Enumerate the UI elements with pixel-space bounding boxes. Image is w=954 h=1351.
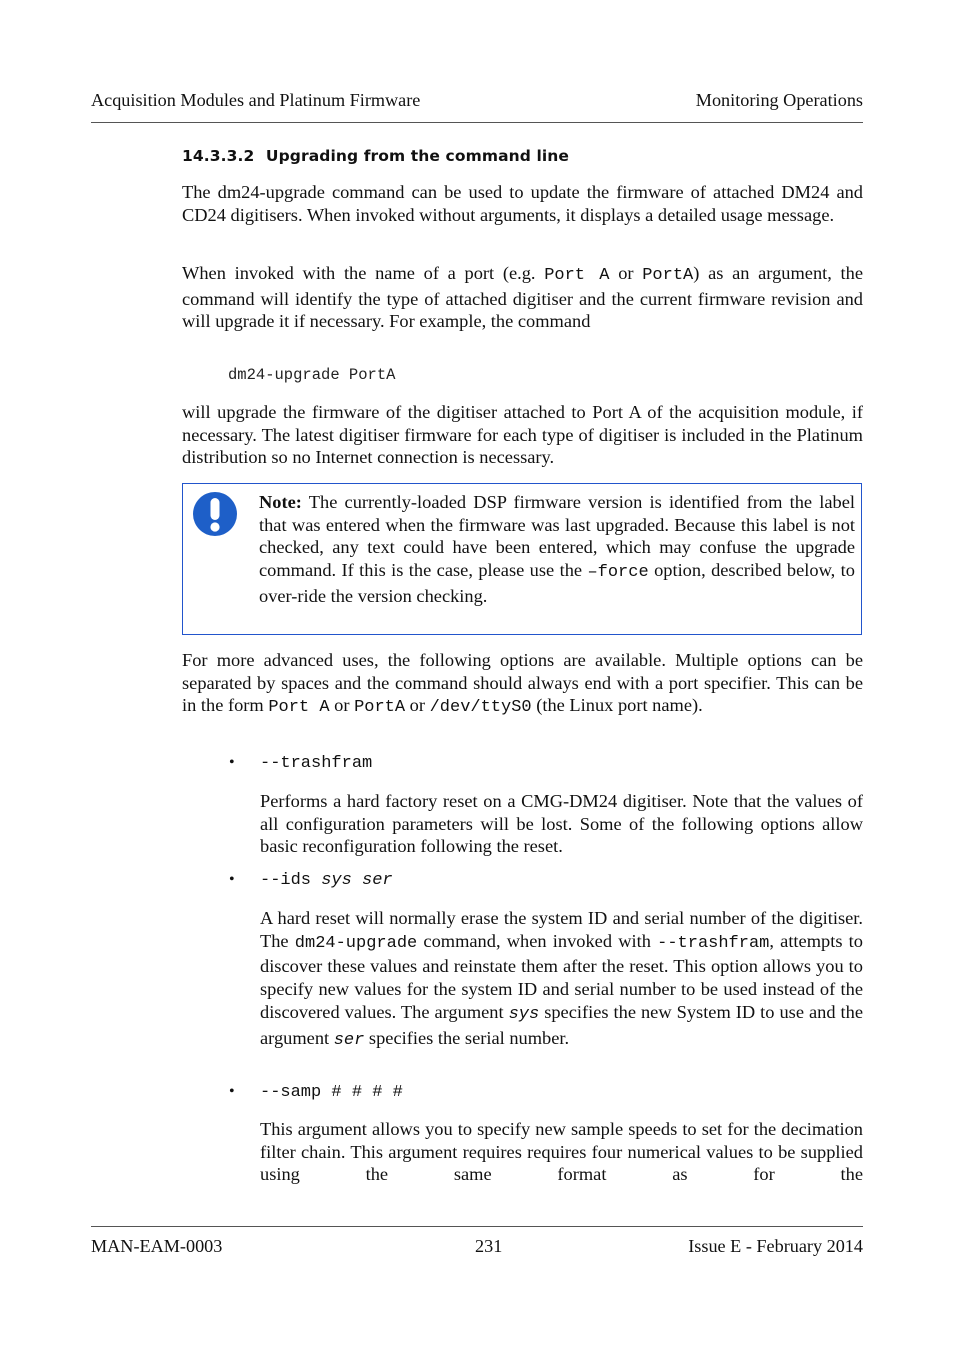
bullet: • bbox=[229, 871, 235, 888]
header-left: Acquisition Modules and Platinum Firmware bbox=[91, 90, 421, 110]
section-heading bbox=[182, 147, 569, 165]
code-porta: PortA bbox=[642, 266, 694, 285]
text: command, when invoked with bbox=[417, 930, 658, 951]
code-dm24-upgrade: dm24-upgrade bbox=[294, 933, 418, 953]
footer-rule bbox=[91, 1226, 863, 1227]
paragraph-advanced-options bbox=[182, 649, 863, 720]
code-example: dm24-upgrade PortA bbox=[228, 366, 396, 384]
option-trashfram: --trashfram bbox=[260, 754, 373, 773]
text: When invoked with the name of a port (e.g. bbox=[182, 263, 545, 283]
header-right: Monitoring Operations bbox=[695, 90, 863, 110]
text: A hard reset will normally erase the system ID and serial number of the digitiser. The bbox=[260, 908, 863, 951]
paragraph-port-usage bbox=[182, 262, 863, 333]
option-ids-name: --ids bbox=[260, 871, 312, 890]
footer-document-id: MAN-EAM-0003 bbox=[91, 1236, 223, 1256]
option-ids-description bbox=[260, 907, 863, 1052]
bullet: • bbox=[229, 1083, 235, 1100]
text: (the Linux port name). bbox=[531, 695, 703, 716]
code-force: –force bbox=[587, 563, 649, 583]
text: The currently-loaded DSP firmware version is identified from the label that was entered when the firmware was last upgraded. Because this label is not checked, any text could have been entered, which may confuse the upgrade command. If this is the case, please use the bbox=[259, 492, 855, 581]
option-samp: --samp # # # # bbox=[260, 1083, 403, 1102]
note-text bbox=[259, 491, 855, 608]
code-sys: sys bbox=[508, 1004, 540, 1024]
option-trashfram-description: Performs a hard factory reset on a CMG-DM24 digitiser. Note that the values of all configuration parameters will be lost. Some of the following options allow basic reconfiguration following the reset. bbox=[260, 791, 863, 857]
paragraph-intro: The dm24-upgrade command can be used to update the firmware of attached DM24 and CD24 digitisers. When invoked without arguments, it displays a detailed usage message. bbox=[182, 182, 863, 225]
text: , attempts to discover these values and reinstate them after the reset. This option allows you to specify new values for the system ID and serial number to be used instead of the discovered values. The argument bbox=[260, 930, 863, 1022]
text: ) as an argument, the command will identify the type of attached digitiser and the current firmware revision and will upgrade it if necessary. For example, the command bbox=[182, 263, 864, 332]
code-ser: ser bbox=[333, 1030, 365, 1050]
text: specifies the serial number. bbox=[364, 1027, 570, 1048]
text: or bbox=[405, 695, 430, 716]
text: specifies the new System ID to use and the argument bbox=[260, 1001, 863, 1048]
option-samp-description: This argument allows you to specify new sample speeds to set for the decimation filter chain. This argument requires requires four numerical values to be supplied using the same format as for the bbox=[260, 1119, 863, 1185]
section-title: Upgrading from the command line bbox=[265, 147, 570, 165]
text: or bbox=[329, 695, 355, 716]
code-port-a: Port A bbox=[268, 698, 330, 718]
option-ids bbox=[260, 871, 393, 890]
footer-issue: Issue E - February 2014 bbox=[688, 1236, 863, 1256]
exclamation-icon bbox=[192, 491, 238, 537]
text: option, described below, to over-ride the version checking. bbox=[259, 560, 855, 606]
code-port-a: Port A bbox=[544, 266, 610, 285]
option-ids-arg-ser: ser bbox=[362, 871, 393, 890]
page-number: 231 bbox=[475, 1236, 503, 1256]
code-trashfram: --trashfram bbox=[657, 933, 770, 953]
bullet: • bbox=[229, 754, 235, 771]
note-box bbox=[182, 483, 862, 635]
text: For more advanced uses, the following options are available. Multiple options can be separated by spaces and the command should always end with a port specifier. This can be in the form bbox=[182, 650, 863, 716]
option-ids-arg-sys: sys bbox=[321, 871, 352, 890]
section-number: 14.3.3.2 bbox=[182, 147, 255, 165]
paragraph-upgrade-explanation: will upgrade the firmware of the digitiser attached to Port A of the acquisition module, if necessary. The latest digitiser firmware for each type of digitiser is included in the Platinum distribution so no Internet connection is necessary. bbox=[182, 402, 863, 468]
note-label: Note: bbox=[259, 492, 302, 512]
text: or bbox=[609, 263, 643, 283]
header-rule bbox=[91, 122, 863, 123]
code-dev-ttys0: /dev/ttyS0 bbox=[429, 698, 532, 718]
code-porta: PortA bbox=[354, 698, 406, 718]
